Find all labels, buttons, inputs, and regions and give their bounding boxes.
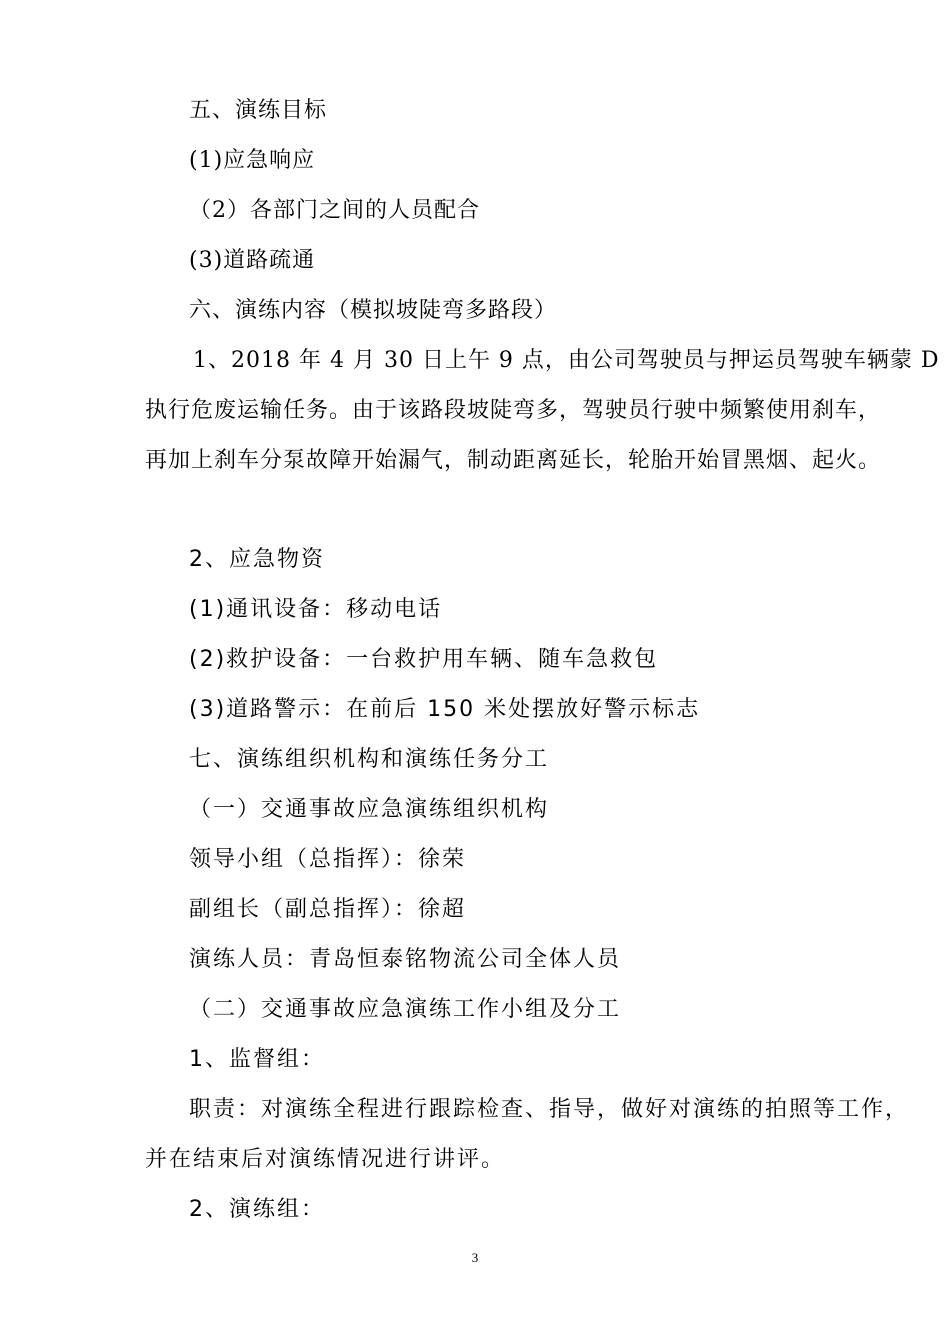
supplies-item-3: (3)道路警示：在前后 150 米处摆放好警示标志 (189, 697, 701, 722)
supplies-item-2: (2)救护设备：一台救护用车辆、随车急救包 (189, 647, 659, 672)
content-paragraph-line-1: 1、2018 年 4 月 30 日上午 9 点，由公司驾驶员与押运员驾驶车辆蒙 D (193, 348, 940, 373)
drill-personnel-line: 演练人员：青岛恒泰铭物流公司全体人员 (189, 947, 622, 972)
goal-item-1: (1)应急响应 (189, 148, 316, 173)
duty-line-2: 并在结束后对演练情况进行讲评。 (145, 1147, 506, 1172)
subsection-two-heading: （二）交通事故应急演练工作小组及分工 (189, 997, 622, 1022)
content-paragraph-line-3: 再加上刹车分泵故障开始漏气，制动距离延长，轮胎开始冒黑烟、起火。 (145, 448, 882, 473)
page-number: 3 (471, 1250, 479, 1265)
goal-item-3: (3)道路疏通 (189, 248, 316, 273)
section-six-heading: 六、演练内容（模拟坡陡弯多路段） (189, 298, 558, 323)
subsection-one-heading: （一）交通事故应急演练组织机构 (189, 797, 550, 822)
section-five-heading: 五、演练目标 (189, 98, 328, 123)
content-paragraph-line-2: 执行危废运输任务。由于该路段坡陡弯多，驾驶员行驶中频繁使用刹车， (145, 398, 882, 423)
supervision-group-heading: 1、监督组： (189, 1047, 325, 1072)
leader-group-line: 领导小组（总指挥）：徐荣 (189, 847, 467, 872)
duty-line-1: 职责：对演练全程进行跟踪检查、指导，做好对演练的拍照等工作， (189, 1097, 910, 1122)
section-seven-heading: 七、演练组织机构和演练任务分工 (189, 747, 550, 772)
goal-item-2: （2）各部门之间的人员配合 (189, 198, 480, 223)
supplies-item-1: (1)通讯设备：移动电话 (189, 597, 443, 622)
supplies-heading: 2、应急物资 (189, 547, 325, 572)
deputy-leader-line: 副组长（副总指挥）：徐超 (189, 897, 467, 922)
drill-group-heading: 2、演练组： (189, 1197, 325, 1222)
